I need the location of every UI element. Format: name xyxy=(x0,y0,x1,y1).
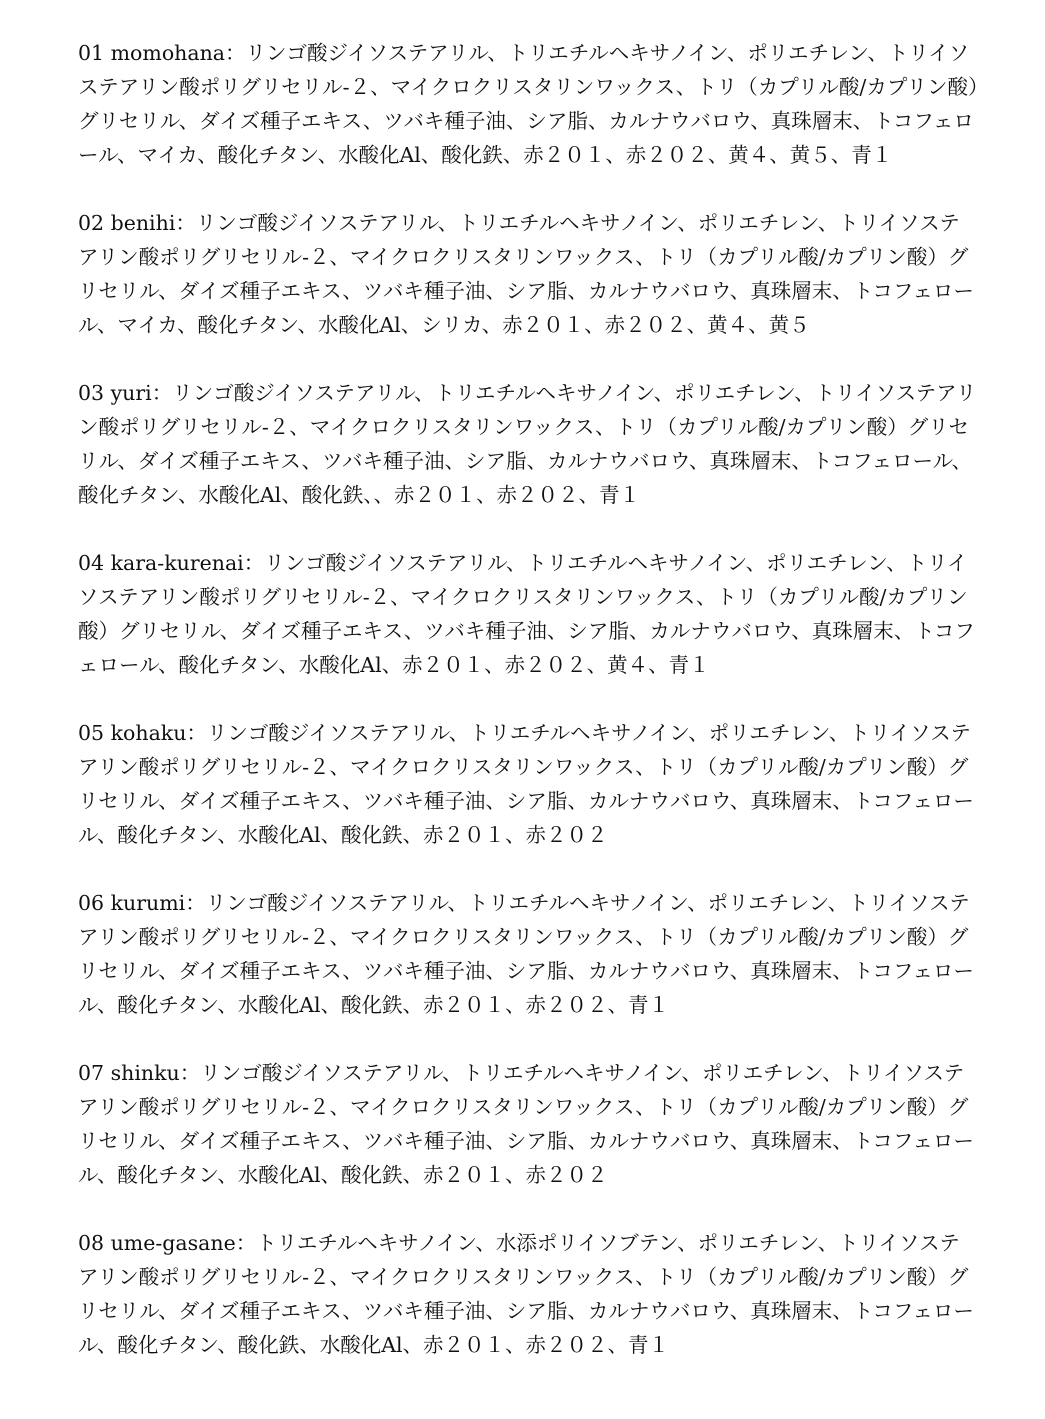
ingredients-document xyxy=(78,36,980,1362)
product-name: 08 ume-gasane xyxy=(78,1231,236,1255)
ingredient-entry-04 xyxy=(78,546,980,682)
ingredient-list: ：リンゴ酸ジイソステアリル、トリエチルヘキサノイン、ポリエチレン、トリイソステアリン酸ポリグリセリル-２、マイクロクリスタリンワックス、トリ（カプリル酸/カプリン酸）グリセリル、ダイズ種子エキス、ツバキ種子油、シア脂、カルナウバロウ、真珠層末、トコフェロール、酸化チタン、水酸化Al、酸化鉄、、赤２０１、赤２０２、青１ xyxy=(78,381,977,507)
product-name: 04 kara-kurenai xyxy=(78,551,244,575)
product-name: 03 yuri xyxy=(78,381,152,405)
ingredient-entry-06 xyxy=(78,886,980,1022)
ingredient-entry-05 xyxy=(78,716,980,852)
product-name: 07 shinku xyxy=(78,1061,180,1085)
ingredient-list: ：トリエチルヘキサノイン、水添ポリイソブテン、ポリエチレン、トリイソステアリン酸ポリグリセリル-２、マイクロクリスタリンワックス、トリ（カプリル酸/カプリン酸）グリセリル、ダイズ種子エキス、ツバキ種子油、シア脂、カルナウバロウ、真珠層末、トコフェロール、酸化チタン、酸化鉄、水酸化Al、赤２０１、赤２０２、青１ xyxy=(78,1231,974,1357)
product-name: 01 momohana xyxy=(78,41,226,65)
ingredient-list: ：リンゴ酸ジイソステアリル、トリエチルヘキサノイン、ポリエチレン、トリイソステアリン酸ポリグリセリル-２、マイクロクリスタリンワックス、トリ（カプリル酸/カプリン酸）グリセリル、ダイズ種子エキス、ツバキ種子油、シア脂、カルナウバロウ、真珠層末、トコフェロール、酸化チタン、水酸化Al、酸化鉄、赤２０１、赤２０２ xyxy=(78,1061,974,1187)
ingredient-list: ：リンゴ酸ジイソステアリル、トリエチルヘキサノイン、ポリエチレン、トリイソステアリン酸ポリグリセリル-２、マイクロクリスタリンワックス、トリ（カプリル酸/カプリン酸）グリセリル、ダイズ種子エキス、ツバキ種子油、シア脂、カルナウバロウ、真珠層末、トコフェロール、マイカ、酸化チタン、水酸化Al、酸化鉄、赤２０１、赤２０２、黄４、黄５、青１ xyxy=(78,41,979,167)
product-name: 02 benihi xyxy=(78,211,176,235)
ingredient-list: ：リンゴ酸ジイソステアリル、トリエチルヘキサノイン、ポリエチレン、トリイソステアリン酸ポリグリセリル-２、マイクロクリスタリンワックス、トリ（カプリル酸/カプリン酸）グリセリル、ダイズ種子エキス、ツバキ種子油、シア脂、カルナウバロウ、真珠層末、トコフェロール、酸化チタン、水酸化Al、酸化鉄、赤２０１、赤２０２ xyxy=(78,721,974,847)
ingredient-entry-08 xyxy=(78,1226,980,1362)
product-name: 05 kohaku xyxy=(78,721,187,745)
ingredient-entry-07 xyxy=(78,1056,980,1192)
ingredient-entry-02 xyxy=(78,206,980,342)
ingredient-list: ：リンゴ酸ジイソステアリル、トリエチルヘキサノイン、ポリエチレン、トリイソステアリン酸ポリグリセリル-２、マイクロクリスタリンワックス、トリ（カプリル酸/カプリン酸）グリセリル、ダイズ種子エキス、ツバキ種子油、シア脂、カルナウバロウ、真珠層末、トコフェロール、酸化チタン、水酸化Al、赤２０１、赤２０２、黄４、青１ xyxy=(78,551,975,677)
ingredient-entry-03 xyxy=(78,376,980,512)
ingredient-entry-01 xyxy=(78,36,980,172)
ingredient-list: ：リンゴ酸ジイソステアリル、トリエチルヘキサノイン、ポリエチレン、トリイソステアリン酸ポリグリセリル-２、マイクロクリスタリンワックス、トリ（カプリル酸/カプリン酸）グリセリル、ダイズ種子エキス、ツバキ種子油、シア脂、カルナウバロウ、真珠層末、トコフェロール、酸化チタン、水酸化Al、酸化鉄、赤２０１、赤２０２、青１ xyxy=(78,891,974,1017)
ingredient-list: ：リンゴ酸ジイソステアリル、トリエチルヘキサノイン、ポリエチレン、トリイソステアリン酸ポリグリセリル-２、マイクロクリスタリンワックス、トリ（カプリル酸/カプリン酸）グリセリル、ダイズ種子エキス、ツバキ種子油、シア脂、カルナウバロウ、真珠層末、トコフェロール、マイカ、酸化チタン、水酸化Al、シリカ、赤２０１、赤２０２、黄４、黄５ xyxy=(78,211,974,337)
product-name: 06 kurumi xyxy=(78,891,186,915)
